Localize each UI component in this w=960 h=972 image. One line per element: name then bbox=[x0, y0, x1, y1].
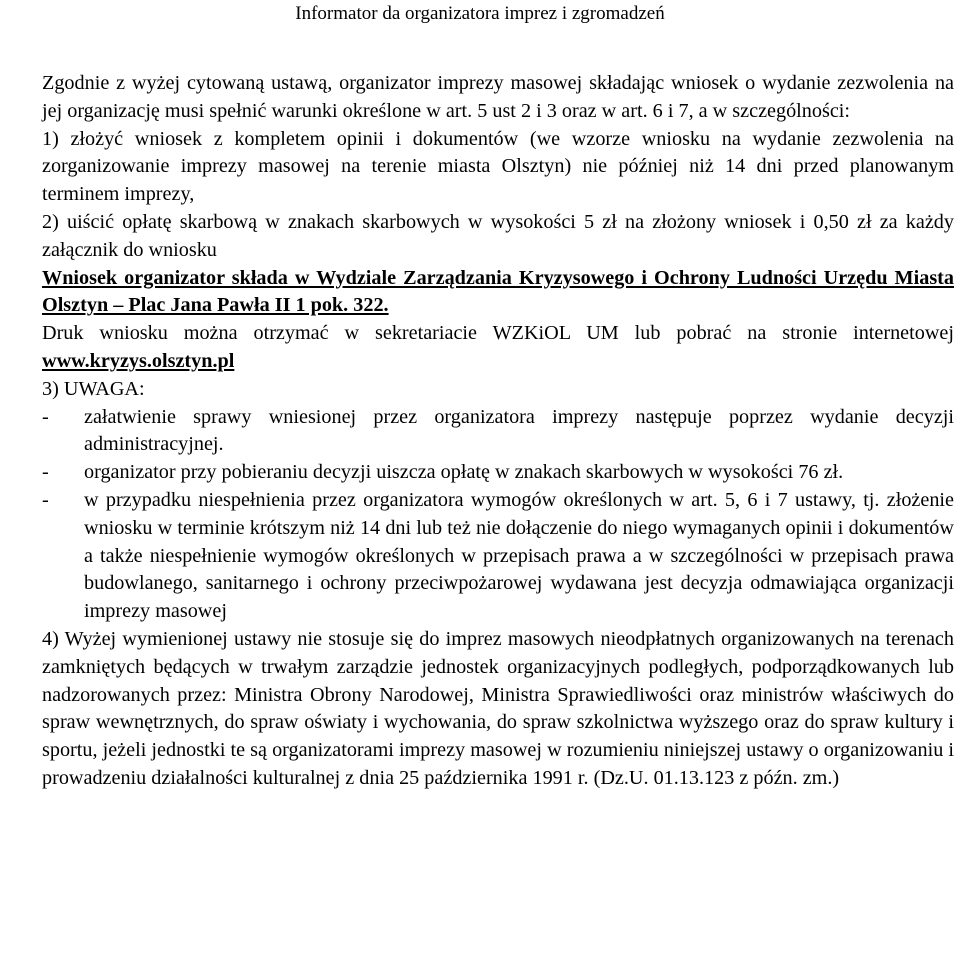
requirement-item-1: 1) złożyć wniosek z kompletem opinii i dokumentów (we wzorze wniosku na wydanie zezwolenia na zorganizowanie imprezy masowej na terenie miasta Olsztyn) nie później niż 14 dni przed planowanym terminem imprezy, bbox=[42, 127, 954, 206]
warning-note bbox=[42, 459, 954, 487]
requirement-item-3-heading: 3) UWAGA: bbox=[42, 377, 145, 400]
website-link[interactable]: www.kryzys.olsztyn.pl bbox=[42, 349, 235, 372]
document-body bbox=[42, 70, 954, 793]
submission-location-text: Wniosek organizator składa w Wydziale Zarządzania Kryzysowego i Ochrony Ludności Urzędu Miasta Olsztyn – Plac Jana Pawła II 1 pok. 322. bbox=[42, 266, 954, 317]
requirement-item-2: 2) uiścić opłatę skarbową w znakach skarbowych w wysokości 5 zł na złożony wniosek i 0,50 zł za każdy załącznik do wniosku bbox=[42, 210, 954, 261]
intro-paragraph: Zgodnie z wyżej cytowaną ustawą, organizator imprezy masowej składając wniosek o wydanie zezwolenia na jej organizację musi spełnić warunki określone w art. 5 ust 2 i 3 oraz w art. 6 i 7, a w szczególności: bbox=[42, 72, 954, 122]
submission-info-block bbox=[42, 265, 954, 376]
warning-note-text: organizator przy pobieraniu decyzji uiszcza opłatę w znakach skarbowych w wysokości 76 zł. bbox=[84, 461, 844, 484]
dash-bullet: - bbox=[42, 461, 49, 484]
dash-bullet: - bbox=[42, 488, 49, 511]
warning-notes-list bbox=[42, 404, 954, 626]
document-header: Informator da organizatora imprez i zgromadzeń bbox=[295, 3, 665, 24]
warning-note bbox=[42, 487, 954, 626]
warning-note bbox=[42, 404, 954, 460]
warning-note-text: załatwienie sprawy wniesionej przez organizatora imprezy następuje poprzez wydanie decyzji administracyjnej. bbox=[84, 405, 954, 456]
form-download-text bbox=[42, 320, 954, 376]
form-download-label: Druk wniosku można otrzymać w sekretariacie WZKiOL UM lub pobrać na stronie internetowej bbox=[42, 322, 954, 345]
requirement-item-4: 4) Wyżej wymienionej ustawy nie stosuje się do imprez masowych nieodpłatnych organizowanych na terenach zamkniętych będących w trwałym zarządzie jednostek organizacyjnych podległych, podporządkowanych lub nadzorowanych przez: Ministra Obrony Narodowej, Ministra Sprawiedliwości oraz ministrów właściwych do spraw wewnętrznych, do spraw oświaty i wychowania, do spraw szkolnictwa wyższego oraz do spraw kultury i sportu, jeżeli jednostki te są organizatorami imprezy masowej w rozumieniu niniejszej ustawy o organizowaniu i prowadzeniu działalności kulturalnej z dnia 25 października 1991 r. (Dz.U. 01.13.123 z późn. zm.) bbox=[42, 627, 954, 789]
warning-note-text: w przypadku niespełnienia przez organizatora wymogów określonych w art. 5, 6 i 7 ustawy, tj. złożenie wniosku w terminie krótszym niż 14 dni lub też nie dołączenie do niego wymaganych opinii i dokumentów a także niespełnienie wymogów określonych w przepisach prawa a w szczególności w przepisach prawa budowlanego, sanitarnego i ochrony przeciwpożarowej wydawana jest decyzja odmawiająca organizacji imprezy masowej bbox=[84, 488, 954, 623]
dash-bullet: - bbox=[42, 405, 49, 428]
